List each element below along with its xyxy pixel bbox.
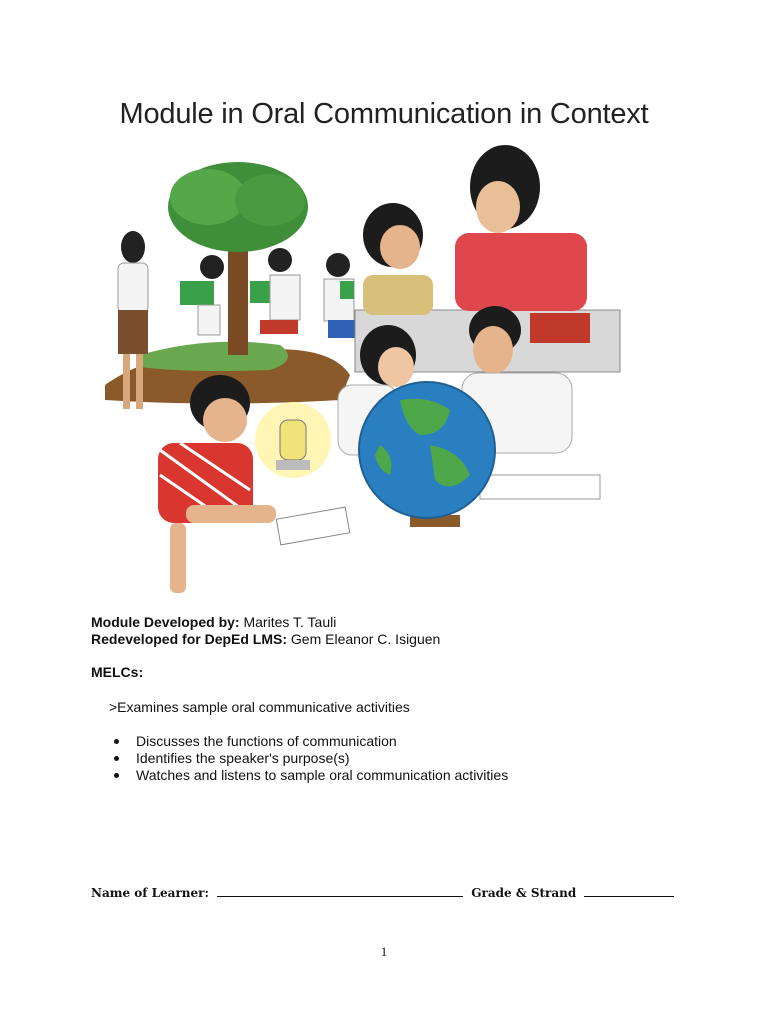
credits-block — [91, 614, 440, 648]
melcs-heading: MELCs: — [91, 664, 144, 680]
grade-strand-label: Grade & Strand — [471, 886, 577, 900]
learner-info-line — [91, 886, 678, 900]
boy-writing-figure — [158, 375, 276, 593]
oil-lamp — [280, 420, 306, 460]
cover-illustration — [100, 145, 625, 605]
redeveloped-by-name: Gem Eleanor C. Isiguen — [290, 631, 441, 647]
writing-paper — [276, 507, 349, 545]
name-of-learner-label: Name of Learner: — [91, 886, 209, 900]
list-item: Discusses the functions of communication — [111, 733, 508, 750]
melcs-list — [111, 733, 508, 784]
redeveloped-by-label: Redeveloped for DepEd LMS: — [91, 631, 288, 647]
melcs-intro: >Examines sample oral communicative activities — [109, 699, 410, 715]
redeveloped-by-line — [91, 631, 440, 648]
page-number: 1 — [380, 944, 388, 959]
teacher-figure — [455, 145, 587, 311]
developed-by-name: Marites T. Tauli — [243, 614, 337, 630]
name-of-learner-blank[interactable] — [217, 895, 463, 897]
developed-by-line — [91, 614, 440, 631]
developed-by-label: Module Developed by: — [91, 614, 240, 630]
grade-strand-blank[interactable] — [584, 895, 674, 897]
list-item: Watches and listens to sample oral communication activities — [111, 767, 508, 784]
boy-at-desk-figure — [363, 203, 433, 315]
document-title: Module in Oral Communication in Context — [119, 98, 649, 130]
list-item: Identifies the speaker's purpose(s) — [111, 750, 508, 767]
reading-children-figures — [180, 248, 358, 338]
